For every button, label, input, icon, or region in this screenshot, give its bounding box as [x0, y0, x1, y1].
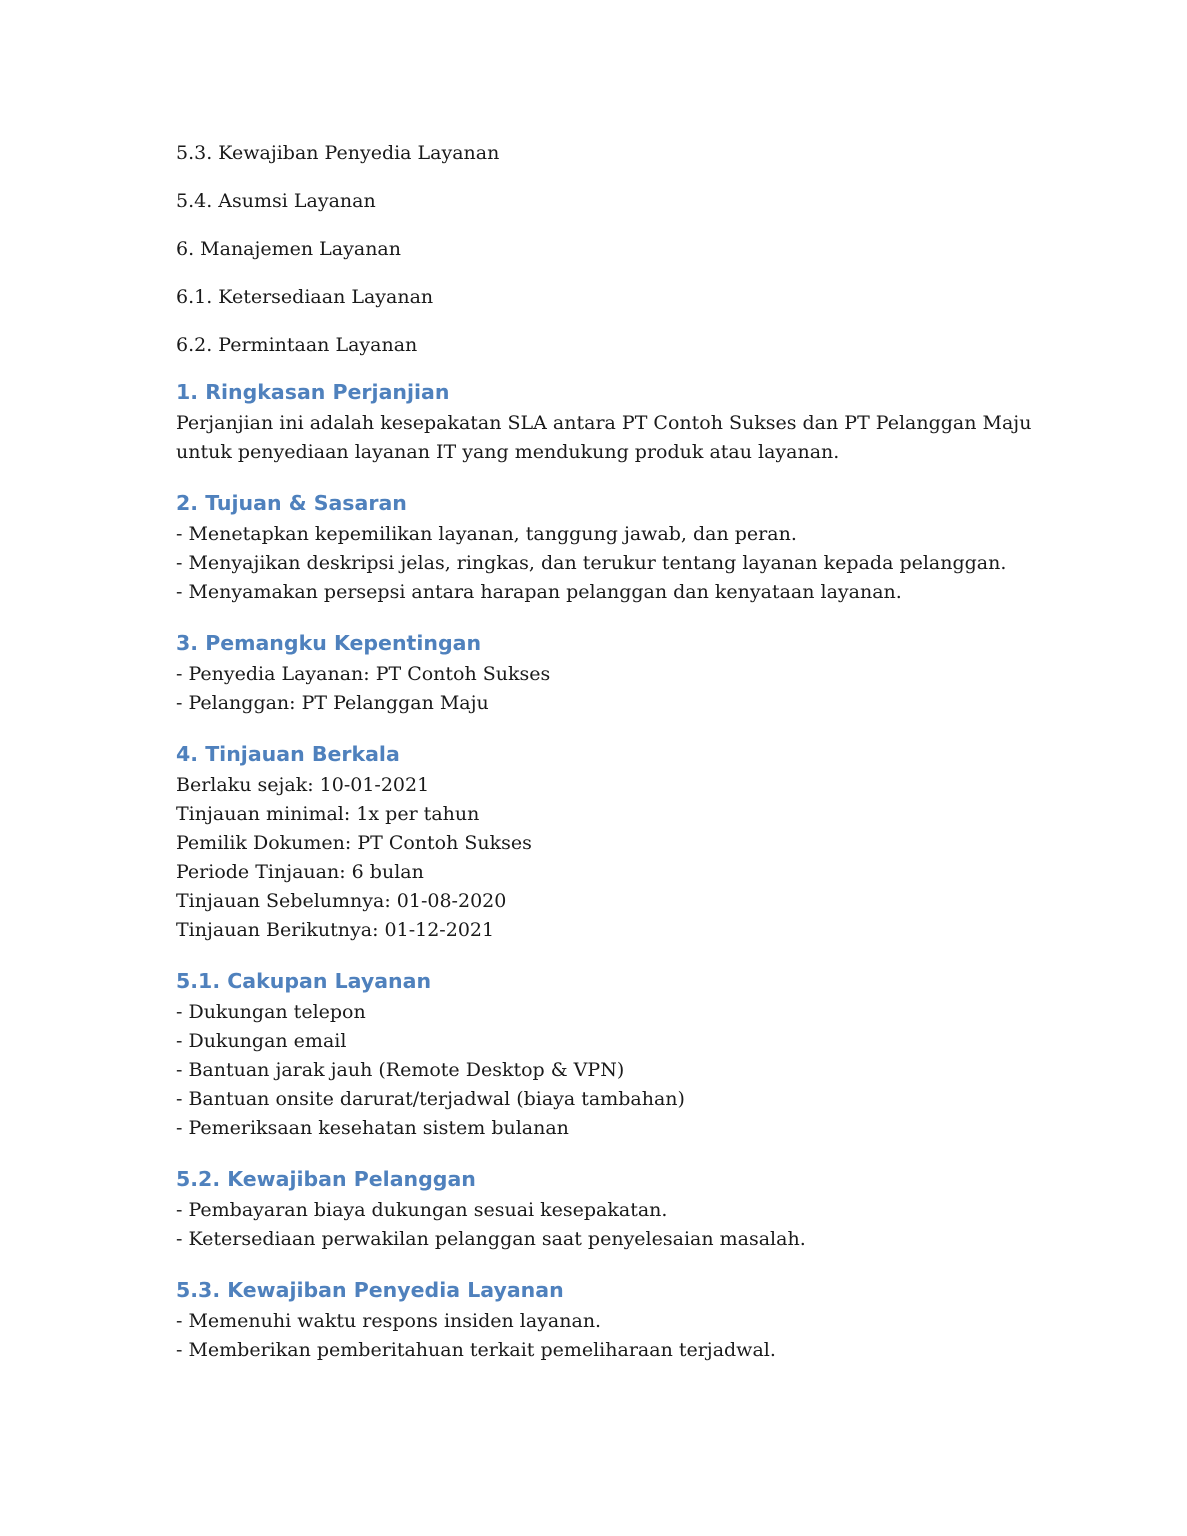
detail-line: Berlaku sejak: 10-01-2021	[176, 774, 430, 796]
detail-line: Pemilik Dokumen: PT Contoh Sukses	[176, 832, 532, 854]
section-pemangku	[176, 628, 1026, 718]
section-heading: 2. Tujuan & Sasaran	[176, 491, 407, 515]
section-heading: 1. Ringkasan Perjanjian	[176, 380, 450, 404]
detail-line: Tinjauan Sebelumnya: 01-08-2020	[176, 890, 507, 912]
section-heading: 5.3. Kewajiban Penyedia Layanan	[176, 1278, 564, 1302]
list-item: - Menyamakan persepsi antara harapan pelanggan dan kenyataan layanan.	[176, 581, 902, 603]
toc-item: 5.3. Kewajiban Penyedia Layanan	[176, 142, 500, 164]
paragraph-line: Perjanjian ini adalah kesepakatan SLA antara PT Contoh Sukses dan PT Pelanggan Maju	[176, 412, 1032, 434]
table-of-contents	[176, 138, 1026, 360]
document-page	[176, 138, 1032, 1386]
toc-item: 6. Manajemen Layanan	[176, 238, 401, 260]
list-item: - Dukungan telepon	[176, 1001, 366, 1023]
list-item: - Dukungan email	[176, 1030, 347, 1052]
toc-item: 6.1. Ketersediaan Layanan	[176, 286, 434, 308]
detail-line: Tinjauan Berikutnya: 01-12-2021	[176, 919, 495, 941]
list-item: - Ketersediaan perwakilan pelanggan saat penyelesaian masalah.	[176, 1228, 806, 1250]
section-tujuan	[176, 488, 1026, 607]
section-tinjauan	[176, 739, 1026, 945]
list-item: - Penyedia Layanan: PT Contoh Sukses	[176, 663, 551, 685]
section-heading: 5.2. Kewajiban Pelanggan	[176, 1167, 476, 1191]
section-heading: 3. Pemangku Kepentingan	[176, 631, 482, 655]
list-item: - Menetapkan kepemilikan layanan, tanggung jawab, dan peran.	[176, 523, 797, 545]
toc-item: 5.4. Asumsi Layanan	[176, 190, 376, 212]
section-kewajiban-pelanggan	[176, 1164, 1026, 1254]
section-kewajiban-penyedia	[176, 1275, 1026, 1365]
detail-line: Tinjauan minimal: 1x per tahun	[176, 803, 480, 825]
list-item: - Bantuan jarak jauh (Remote Desktop & VPN)	[176, 1059, 625, 1081]
paragraph-line: untuk penyediaan layanan IT yang mendukung produk atau layanan.	[176, 441, 840, 463]
section-heading: 4. Tinjauan Berkala	[176, 742, 400, 766]
section-heading: 5.1. Cakupan Layanan	[176, 969, 432, 993]
toc-item: 6.2. Permintaan Layanan	[176, 334, 418, 356]
list-item: - Menyajikan deskripsi jelas, ringkas, dan terukur tentang layanan kepada pelanggan.	[176, 552, 1007, 574]
list-item: - Bantuan onsite darurat/terjadwal (biaya tambahan)	[176, 1088, 685, 1110]
list-item: - Pelanggan: PT Pelanggan Maju	[176, 692, 489, 714]
list-item: - Pemeriksaan kesehatan sistem bulanan	[176, 1117, 569, 1139]
list-item: - Memenuhi waktu respons insiden layanan.	[176, 1310, 602, 1332]
section-ringkasan	[176, 377, 1032, 467]
section-cakupan	[176, 966, 1026, 1143]
detail-line: Periode Tinjauan: 6 bulan	[176, 861, 424, 883]
list-item: - Memberikan pemberitahuan terkait pemeliharaan terjadwal.	[176, 1339, 776, 1361]
list-item: - Pembayaran biaya dukungan sesuai kesepakatan.	[176, 1199, 668, 1221]
